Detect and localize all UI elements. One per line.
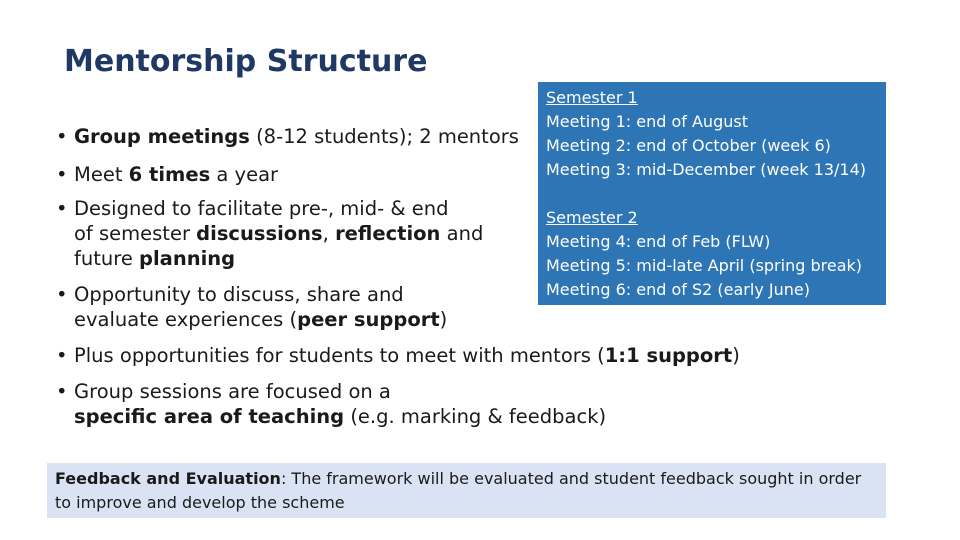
bold-text: peer support xyxy=(297,308,440,331)
text: , xyxy=(322,222,336,245)
meeting-item: Meeting 1: end of August xyxy=(546,112,748,131)
bullet-dot: • xyxy=(56,380,68,403)
text: a year xyxy=(210,163,279,186)
bold-text: 6 times xyxy=(128,163,211,186)
bullet-line: Opportunity to discuss, share and xyxy=(74,283,404,306)
bold-text: Group meetings xyxy=(74,125,250,148)
text: of semester xyxy=(74,222,197,245)
text: ) xyxy=(732,344,740,367)
text: Plus opportunities for students to meet with mentors ( xyxy=(74,344,605,367)
spacer xyxy=(546,182,878,206)
text: ) xyxy=(439,308,448,331)
bullet-dot: • xyxy=(56,283,68,306)
bullet-dot: • xyxy=(56,163,68,186)
meeting-item: Meeting 2: end of October (week 6) xyxy=(546,136,831,155)
text: future xyxy=(74,247,140,270)
bold-text: reflection xyxy=(335,222,441,245)
text: Meet xyxy=(74,163,129,186)
text: and xyxy=(440,222,484,245)
bullet-text xyxy=(74,343,756,368)
bold-text: specific area of teaching xyxy=(74,405,345,428)
bullet-dot: • xyxy=(56,197,68,220)
bullet-line xyxy=(74,307,756,332)
bold-text: planning xyxy=(139,247,236,270)
meeting-item: Meeting 3: mid-December (week 13/14) xyxy=(546,160,866,179)
semester-2-heading: Semester 2 xyxy=(546,208,638,227)
bullet-plus-opportunities xyxy=(56,343,756,368)
text: (8-12 students); 2 mentors xyxy=(249,125,519,148)
bullet-dot: • xyxy=(56,344,68,367)
text: evaluate experiences ( xyxy=(74,308,298,331)
bullet-group-sessions xyxy=(56,379,756,429)
meeting-item: Meeting 6: end of S2 (early June) xyxy=(546,280,810,299)
text: (e.g. marking & feedback) xyxy=(344,405,607,428)
feedback-text: : The framework will be evaluated and student feedback sought in order to improve and develop the scheme xyxy=(55,469,862,512)
bullet-line: Group sessions are focused on a xyxy=(74,380,391,403)
bullet-line xyxy=(74,404,756,429)
slide-title: Mentorship Structure xyxy=(64,44,428,79)
meeting-item: Meeting 4: end of Feb (FLW) xyxy=(546,232,771,251)
bullet-dot: • xyxy=(56,125,68,148)
feedback-label: Feedback and Evaluation xyxy=(55,469,281,488)
semester-1-heading: Semester 1 xyxy=(546,88,638,107)
bold-text: discussions xyxy=(196,222,323,245)
bullet-line: Designed to facilitate pre-, mid- & end xyxy=(74,197,449,220)
feedback-evaluation-box xyxy=(47,463,886,518)
bold-text: 1:1 support xyxy=(604,344,733,367)
meeting-item: Meeting 5: mid-late April (spring break) xyxy=(546,256,862,275)
meeting-schedule-box xyxy=(538,82,886,305)
